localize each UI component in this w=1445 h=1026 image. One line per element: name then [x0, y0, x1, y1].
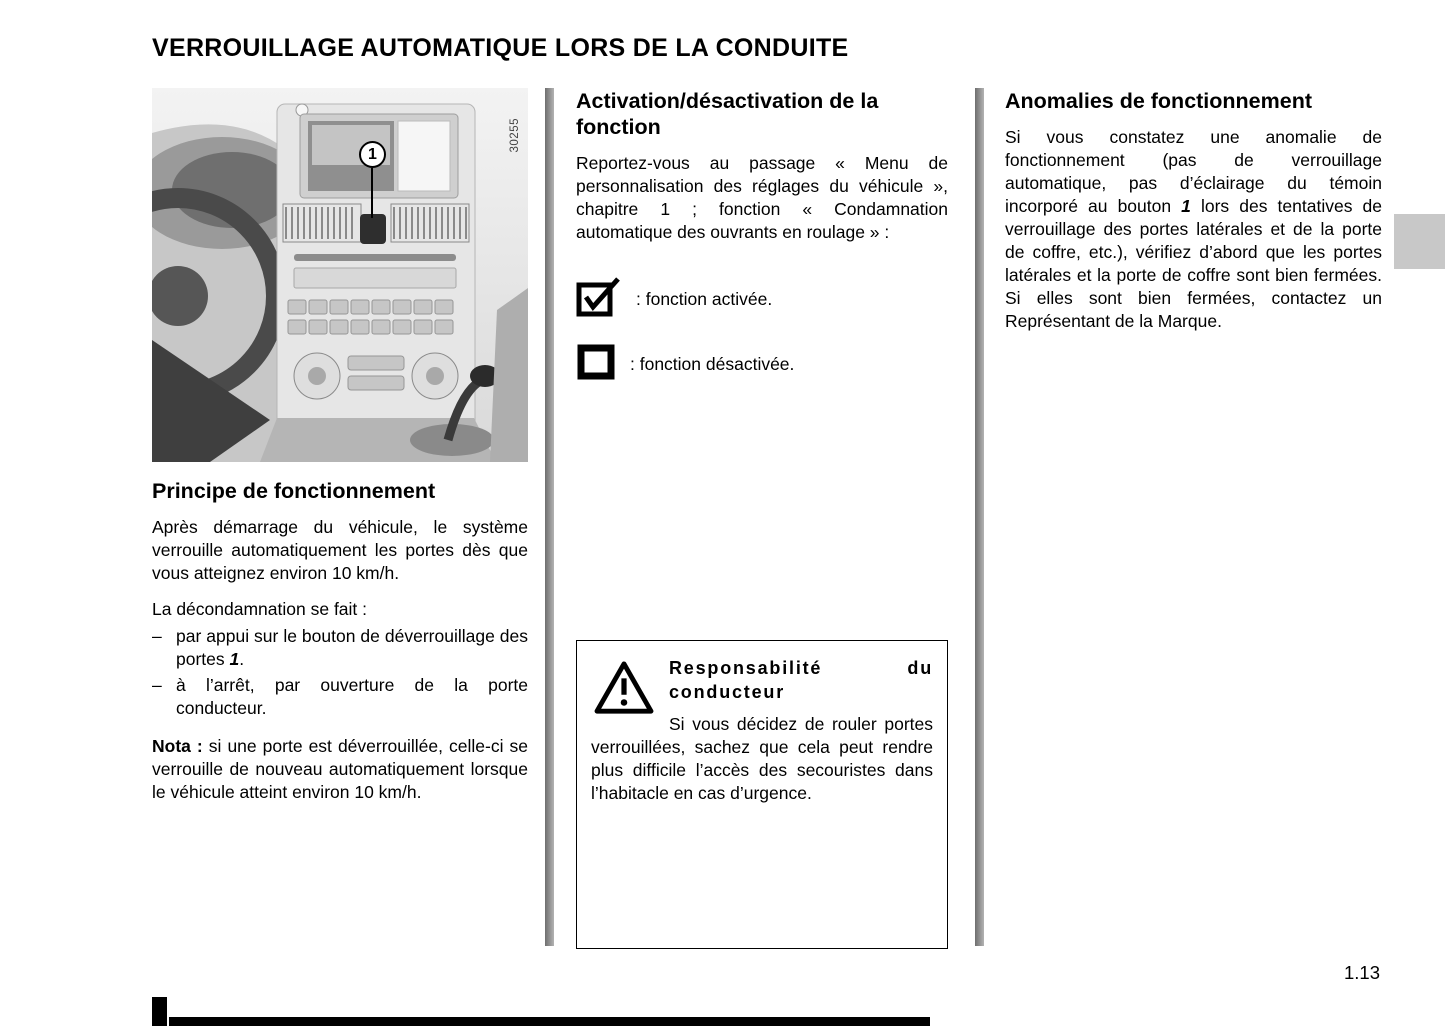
bullet-text-post: .	[239, 649, 245, 670]
deactivated-label: : fonction désactivée.	[630, 354, 795, 375]
anomalies-text-post: lors des tentatives de verrouillage des portes latérales et de la porte de coffre, etc.), vérifiez d’abord que les portes latérales et la porte de coffre sont bien fermées. Si elles sont bien fermées, contactez un Représentant de la Marque.	[1005, 196, 1382, 332]
warning-title: Responsabilité du conducteur	[669, 658, 933, 702]
page-title: VERROUILLAGE AUTOMATIQUE LORS DE LA CONDUITE	[152, 34, 849, 62]
function-deactivated-row	[576, 343, 948, 386]
activation-paragraph: Reportez-vous au passage « Menu de personnalisation des réglages du véhicule », chapitre 1 ; fonction « Condamnation automatique des ouvrants en roulage » :	[576, 153, 948, 243]
nota-text: si une porte est déverrouillée, celle-ci se verrouille de nouveau automatiquement lorsque le véhicule atteint environ 10 km/h.	[152, 736, 529, 803]
column-middle	[576, 88, 948, 948]
warning-text: Si vous décidez de rouler portes verrouillées, sachez que cela peut rendre plus difficile l’accès des secouristes dans l’habitacle en cas d’urgence.	[591, 714, 933, 803]
section-heading-anomalies: Anomalies de fonctionnement	[1005, 89, 1313, 113]
column-right	[1005, 88, 1382, 346]
anomalies-paragraph	[1005, 126, 1382, 333]
bullet-text-pre: à l’arrêt, par ouverture de la porte conducteur.	[176, 675, 528, 719]
bullet-text	[176, 625, 528, 671]
list-item	[152, 625, 528, 671]
checkbox-checked-icon	[576, 276, 622, 323]
callout-line	[371, 168, 373, 218]
warning-triangle-icon	[593, 660, 655, 721]
section-heading-principle: Principe de fonctionnement	[152, 479, 436, 503]
page-number: 1.13	[1344, 962, 1381, 983]
callout-1-marker: 1	[359, 141, 386, 168]
bullet-text	[176, 674, 528, 720]
bullet-dash: –	[152, 626, 162, 647]
principle-paragraph-2: La décondamnation se fait :	[152, 599, 368, 620]
driver-responsibility-warning-box	[576, 640, 948, 949]
checkbox-unchecked-icon	[576, 343, 616, 386]
function-activated-row	[576, 276, 948, 323]
column-divider	[545, 88, 554, 946]
print-mark-square	[152, 997, 167, 1026]
dashboard-figure	[152, 88, 528, 462]
list-item	[152, 674, 528, 720]
nota-paragraph	[152, 735, 528, 804]
activated-label: : fonction activée.	[636, 289, 773, 310]
dashboard-image	[152, 88, 528, 462]
column-left	[152, 88, 528, 817]
bullet-text-bold: 1	[229, 649, 240, 670]
section-heading-activation: Activation/désactivation de la fonction	[576, 89, 879, 140]
chapter-edge-tab	[1394, 214, 1445, 269]
bullet-text-pre: par appui sur le bouton de déverrouillage des portes	[176, 626, 528, 670]
principle-paragraph-1: Après démarrage du véhicule, le système verrouille automatiquement les portes dès que vous atteignez environ 10 km/h.	[152, 517, 528, 584]
figure-reference-number: 30255	[509, 118, 521, 153]
column-divider	[975, 88, 984, 946]
anomalies-text-pre: Si vous constatez une anomalie de fonctionnement (pas de verrouillage automatique, pas d’éclairage du témoin incorporé au bouton	[1005, 127, 1382, 217]
nota-label: Nota :	[152, 736, 203, 757]
anomalies-text-bold: 1	[1181, 196, 1191, 217]
print-mark-bar	[169, 1017, 930, 1026]
bullet-dash: –	[152, 675, 162, 696]
